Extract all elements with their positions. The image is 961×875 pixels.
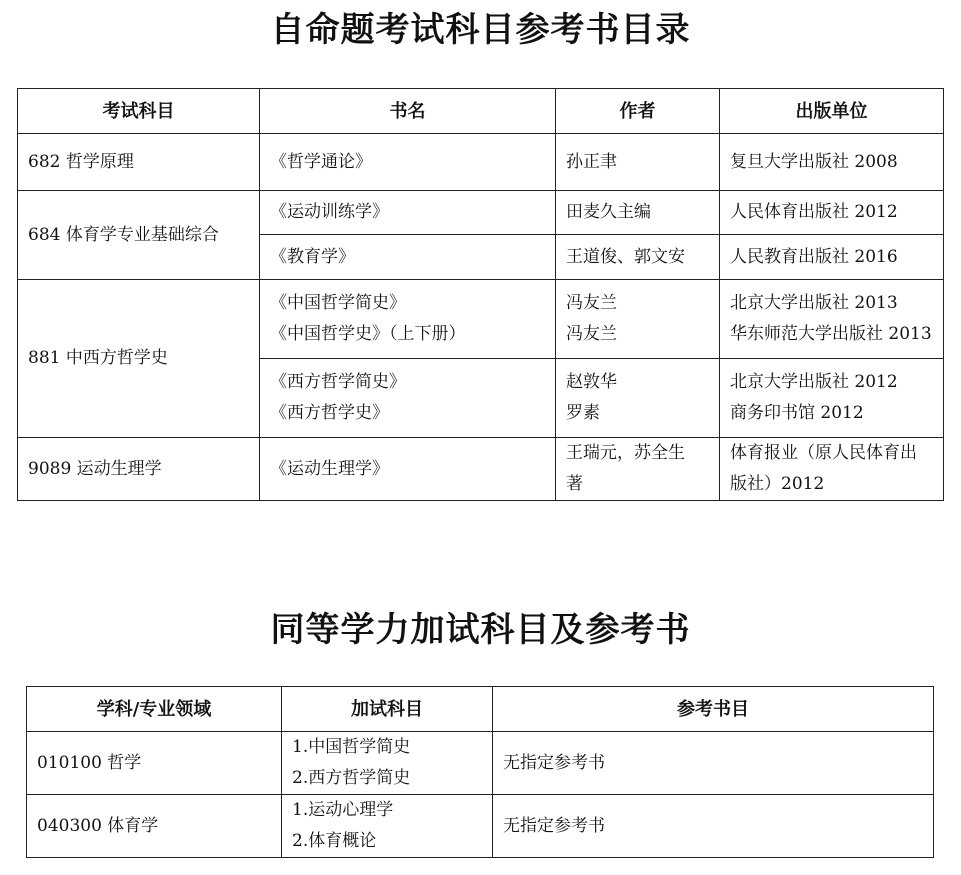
publisher-line: 北京大学出版社 2013 [730,293,898,313]
author-cell: 王道俊、郭文安 [556,235,720,280]
publisher-cell [720,280,944,359]
book-line: 《西方哲学史》 [270,403,389,423]
publisher-cell: 复旦大学出版社 2008 [720,134,944,191]
book-cell: 《运动训练学》 [260,191,556,235]
subject-line: 2.体育概论 [292,831,377,851]
exam-books-table [17,88,944,501]
publisher-cell [720,438,944,501]
subject-cell: 684 体育学专业基础综合 [18,191,260,280]
book-cell: 《教育学》 [260,235,556,280]
reference-cell: 无指定参考书 [493,795,934,858]
author-cell [556,280,720,359]
publisher-cell: 人民体育出版社 2012 [720,191,944,235]
page-title: 自命题考试科目参考书目录 [270,10,691,50]
publisher-line: 体育报业（原人民体育出 [730,443,917,463]
header-extra-subject: 加试科目 [282,687,493,732]
subject-cell: 9089 运动生理学 [18,438,260,501]
author-cell [556,359,720,438]
book-cell [260,280,556,359]
subject-line: 2.西方哲学简史 [292,768,411,788]
publisher-line: 华东师范大学出版社 2013 [730,324,932,344]
header-book: 书名 [260,89,556,134]
header-author: 作者 [556,89,720,134]
publisher-line: 商务印书馆 2012 [730,403,864,423]
publisher-line: 版社）2012 [730,474,825,494]
extra-subject-cell [282,732,493,795]
reference-cell: 无指定参考书 [493,732,934,795]
author-cell: 田麦久主编 [556,191,720,235]
section-title: 同等学力加试科目及参考书 [270,610,691,650]
header-subject: 考试科目 [18,89,260,134]
publisher-cell: 人民教育出版社 2016 [720,235,944,280]
book-line: 《中国哲学简史》 [270,293,406,313]
subject-cell: 682 哲学原理 [18,134,260,191]
author-cell [556,438,720,501]
author-line: 著 [566,474,583,494]
header-reference: 参考书目 [493,687,934,732]
publisher-cell [720,359,944,438]
publisher-line: 北京大学出版社 2012 [730,372,898,392]
author-cell: 孙正聿 [556,134,720,191]
author-line: 罗素 [566,403,600,423]
author-line: 赵敦华 [566,372,617,392]
table-header-row [27,687,934,732]
author-line: 王瑞元，苏全生 [566,443,685,463]
table-row [27,732,934,795]
field-cell: 040300 体育学 [27,795,282,858]
table-row [18,134,944,191]
subject-cell: 881 中西方哲学史 [18,280,260,438]
table-row [27,795,934,858]
author-line: 冯友兰 [566,293,617,313]
table-row [18,191,944,235]
book-cell: 《哲学通论》 [260,134,556,191]
table-row [18,438,944,501]
book-cell [260,359,556,438]
book-line: 《中国哲学史》（上下册） [270,324,466,344]
extra-subject-cell [282,795,493,858]
subject-line: 1.中国哲学简史 [292,737,411,757]
extra-subjects-table [26,686,934,858]
book-cell: 《运动生理学》 [260,438,556,501]
book-line: 《西方哲学简史》 [270,372,406,392]
table-row [18,280,944,359]
table-header-row [18,89,944,134]
header-publisher: 出版单位 [720,89,944,134]
header-field: 学科/专业领域 [27,687,282,732]
field-cell: 010100 哲学 [27,732,282,795]
author-line: 冯友兰 [566,324,617,344]
subject-line: 1.运动心理学 [292,800,394,820]
